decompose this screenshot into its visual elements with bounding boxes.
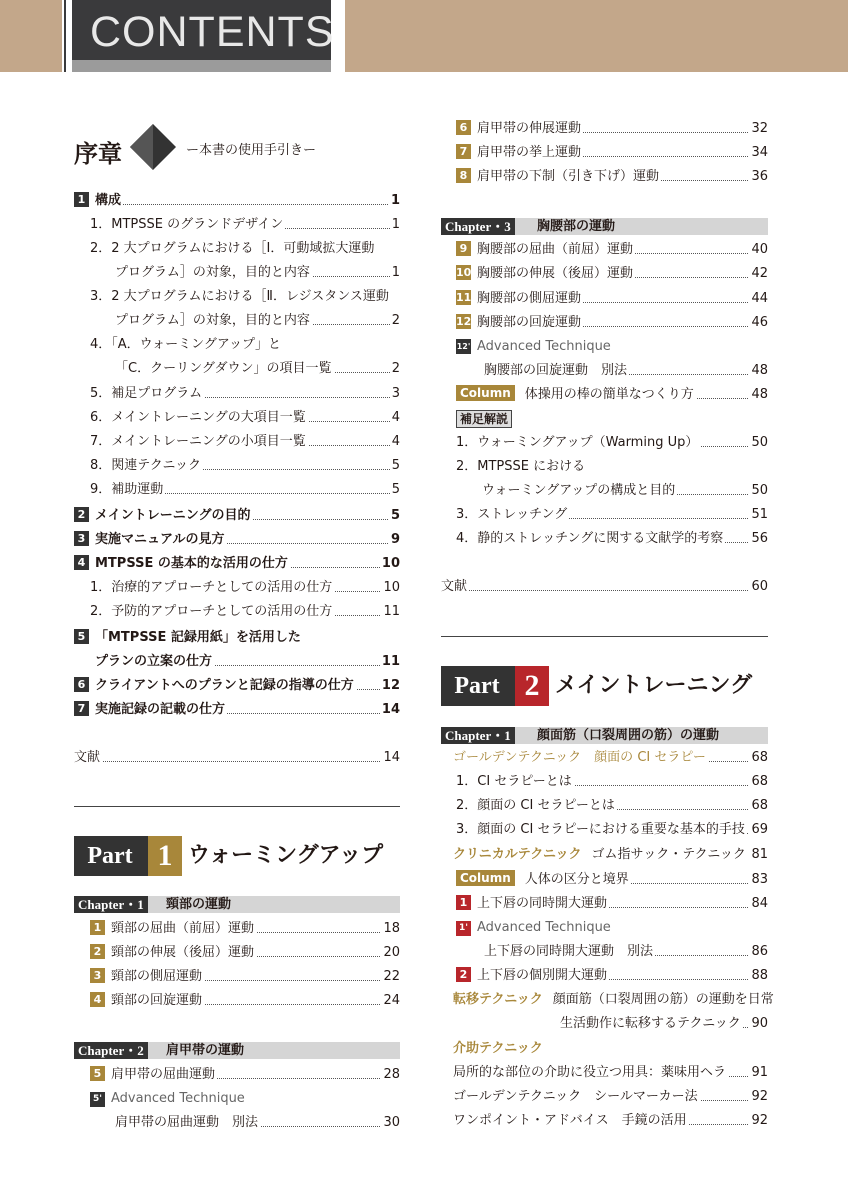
toc-entry[interactable]: 12 胸腰部の回旋運動 46 bbox=[456, 311, 768, 335]
toc-entry[interactable]: 6 肩甲帯の伸展運動 32 bbox=[456, 117, 768, 141]
toc-entry[interactable]: 3 実施マニュアルの見方 9 bbox=[74, 528, 400, 552]
toc-entry[interactable]: 5．補足プログラム 3 bbox=[90, 382, 400, 406]
toc-entry[interactable]: 7 実施記録の記載の仕方 14 bbox=[74, 698, 400, 722]
toc-entry[interactable]: 局所的な部位の介助に役立つ用具：薬味用ヘラ 91 bbox=[453, 1061, 768, 1085]
toc-entry[interactable]: ワンポイント・アドバイス 手鏡の活用 92 bbox=[453, 1109, 768, 1133]
toc-entry[interactable]: ゴールデンテクニック 顔面の CI セラピー 68 bbox=[453, 746, 768, 770]
toc-entry[interactable]: 胸腰部の回旋運動 別法 48 bbox=[484, 359, 768, 383]
toc-entry[interactable]: 5' Advanced Technique bbox=[90, 1087, 400, 1111]
toc-entry[interactable]: 2 頸部の伸展（後屈）運動 20 bbox=[90, 941, 400, 965]
part2-badge: Part 2 bbox=[441, 666, 549, 706]
chapter-heading: Chapter・1 顔面筋（口裂周囲の筋）の運動 bbox=[441, 727, 768, 744]
header-rule bbox=[64, 0, 66, 72]
part1-title: ウォーミングアップ bbox=[188, 843, 384, 868]
toc-entry[interactable]: 8．関連テクニック 5 bbox=[90, 454, 400, 478]
toc-entry[interactable]: 肩甲帯の屈曲運動 別法 30 bbox=[115, 1111, 400, 1135]
toc-entry[interactable]: 1 構成 1 bbox=[74, 189, 400, 213]
toc-entry[interactable]: 5 「MTPSSE 記録用紙」を活用した bbox=[74, 626, 400, 650]
toc-heading: 介助テクニック bbox=[453, 1037, 768, 1061]
part2-title: メイントレーニング bbox=[555, 673, 753, 698]
toc-entry[interactable]: 1 上下唇の同時開大運動 84 bbox=[456, 892, 768, 916]
toc-entry[interactable]: ウォーミングアップの構成と目的 50 bbox=[482, 479, 768, 503]
toc-entry[interactable]: 生活動作に転移するテクニック 90 bbox=[560, 1012, 768, 1036]
header-band-left bbox=[0, 0, 62, 72]
toc-entry[interactable]: プランの立案の仕方 11 bbox=[95, 650, 400, 674]
toc-entry[interactable]: 4．静的ストレッチングに関する文献学的考察 56 bbox=[456, 527, 768, 551]
toc-entry[interactable]: 2．予防的アプローチとしての活用の仕方 11 bbox=[90, 600, 400, 624]
toc-entry[interactable]: 4．「A．ウォーミングアップ」と bbox=[90, 333, 400, 357]
toc-entry[interactable]: 4 頸部の回旋運動 24 bbox=[90, 989, 400, 1013]
toc-entry[interactable]: 7．メイントレーニングの小項目一覧 4 bbox=[90, 430, 400, 454]
toc-entry[interactable]: 上下唇の同時開大運動 別法 86 bbox=[484, 940, 768, 964]
toc-entry[interactable]: 2 メイントレーニングの目的 5 bbox=[74, 504, 400, 528]
toc-entry[interactable]: 11 胸腰部の側屈運動 44 bbox=[456, 287, 768, 311]
toc-entry[interactable]: 10 胸腰部の伸展（後屈）運動 42 bbox=[456, 262, 768, 286]
toc-entry[interactable]: プログラム］の対象，目的と内容 2 bbox=[115, 309, 400, 333]
part1-badge: Part 1 bbox=[74, 836, 182, 876]
toc-entry[interactable]: 転移テクニック 顔面筋（口裂周囲の筋）の運動を日常 bbox=[453, 988, 768, 1012]
toc-entry[interactable]: 2．2 大プログラムにおける［Ⅰ．可動域拡大運動 bbox=[90, 237, 400, 261]
chapter-heading: Chapter・2 肩甲帯の運動 bbox=[74, 1042, 400, 1059]
toc-entry[interactable]: 2．顔面の CI セラピーとは 68 bbox=[456, 794, 768, 818]
toc-entry[interactable]: 1 頸部の屈曲（前屈）運動 18 bbox=[90, 917, 400, 941]
toc-entry[interactable]: クリニカルテクニック ゴム指サック・テクニック 81 bbox=[453, 843, 768, 867]
chapter-heading: Chapter・1 頸部の運動 bbox=[74, 896, 400, 913]
toc-entry[interactable]: 6 クライアントへのプランと記録の指導の仕方 12 bbox=[74, 674, 400, 698]
toc-entry[interactable]: 「C．クーリングダウン」の項目一覧 2 bbox=[115, 357, 400, 381]
divider bbox=[441, 636, 768, 637]
toc-entry[interactable]: 1．MTPSSE のグランドデザイン 1 bbox=[90, 213, 400, 237]
column-entry[interactable]: Column 体操用の棒の簡単なつくり方 48 bbox=[456, 383, 768, 407]
toc-entry[interactable]: 1' Advanced Technique bbox=[456, 916, 768, 940]
toc-entry[interactable]: 5 肩甲帯の屈曲運動 28 bbox=[90, 1063, 400, 1087]
toc-entry[interactable]: 6．メイントレーニングの大項目一覧 4 bbox=[90, 406, 400, 430]
divider bbox=[74, 806, 400, 807]
toc-entry[interactable]: 3．ストレッチング 51 bbox=[456, 503, 768, 527]
header-band-right bbox=[345, 0, 848, 72]
diamond-icon bbox=[128, 122, 178, 172]
toc-entry[interactable]: 3．顔面の CI セラピーにおける重要な基本的手技 69 bbox=[456, 818, 768, 842]
references-entry[interactable]: 文献 60 bbox=[441, 575, 768, 599]
toc-entry[interactable]: プログラム］の対象，目的と内容 1 bbox=[115, 261, 400, 285]
intro-subtitle: ー本書の使用手引きー bbox=[186, 143, 317, 158]
toc-entry[interactable]: 9．補助運動 5 bbox=[90, 478, 400, 502]
toc-entry[interactable]: 4 MTPSSE の基本的な活用の仕方 10 bbox=[74, 552, 400, 576]
supplement-heading: 補足解説 bbox=[456, 408, 768, 432]
toc-entry[interactable]: 8 肩甲帯の下制（引き下げ）運動 36 bbox=[456, 165, 768, 189]
chapter-heading: Chapter・3 胸腰部の運動 bbox=[441, 218, 768, 235]
toc-entry[interactable]: 3．2 大プログラムにおける［Ⅱ．レジスタンス運動 bbox=[90, 285, 400, 309]
toc-entry[interactable]: 12' Advanced Technique bbox=[456, 335, 768, 359]
toc-entry[interactable]: 2 上下唇の個別開大運動 88 bbox=[456, 964, 768, 988]
intro-title: 序章 bbox=[74, 142, 122, 168]
toc-entry[interactable]: 9 胸腰部の屈曲（前屈）運動 40 bbox=[456, 238, 768, 262]
toc-entry[interactable]: 1．治療的アプローチとしての活用の仕方 10 bbox=[90, 576, 400, 600]
column-entry[interactable]: Column 人体の区分と境界 83 bbox=[456, 868, 768, 892]
toc-entry[interactable]: 1．ウォーミングアップ（Warming Up） 50 bbox=[456, 431, 768, 455]
toc-entry[interactable]: 3 頸部の側屈運動 22 bbox=[90, 965, 400, 989]
toc-entry[interactable]: 7 肩甲帯の挙上運動 34 bbox=[456, 141, 768, 165]
references-entry[interactable]: 文献 14 bbox=[74, 746, 400, 770]
toc-entry[interactable]: ゴールデンテクニック シールマーカー法 92 bbox=[453, 1085, 768, 1109]
toc-entry[interactable]: 1．CI セラピーとは 68 bbox=[456, 770, 768, 794]
toc-entry[interactable]: 2．MTPSSE における bbox=[456, 455, 768, 479]
page-title: CONTENTS bbox=[90, 8, 335, 56]
